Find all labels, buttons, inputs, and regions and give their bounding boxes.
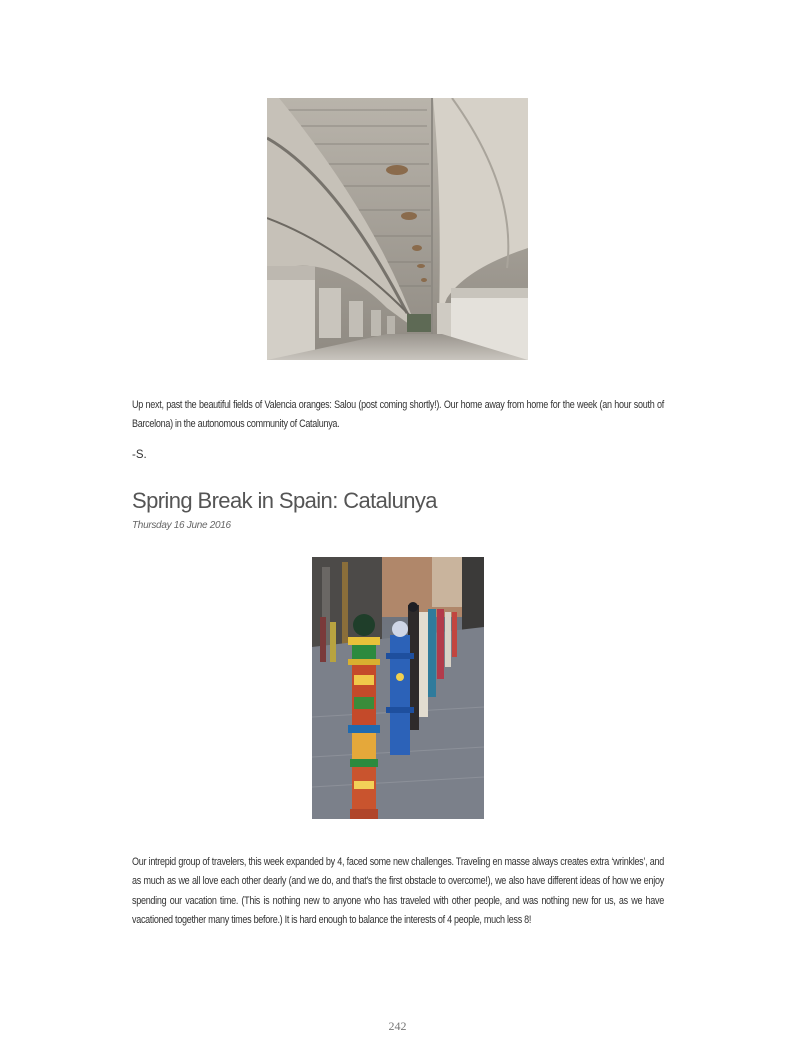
page-number: 242 <box>388 1019 407 1033</box>
signoff: -S. <box>132 449 147 461</box>
previous-post-paragraph: Up next, past the beautiful fields of Valencia oranges: Salou (post coming shortly!). Our home away from home for the week (an hour south of Barcelona) in the autonomous community of Catalunya. <box>132 399 664 431</box>
post-date: Thursday 16 June 2016 <box>132 520 231 531</box>
post-paragraph: Our intrepid group of travelers, this week expanded by 4, faced some new challenges. Traveling en masse always creates extra ‘wrinkles’, and as much as we all love each other dearly (and we do, and that’s the first obstacle to overcome!), we also have different ideas of how we enjoy spending our vacation time. (This is nothing new to anyone who has traveled with other people, and was nothing new for us, as we have vacationed together many times before.) It is hard enough to balance the interests of 4 people, much less 8! <box>132 856 664 927</box>
bollards-photo <box>312 557 484 819</box>
bridge-underside-photo <box>267 98 528 360</box>
bollards-illustration <box>312 557 484 819</box>
bridge-illustration <box>267 98 528 360</box>
post-title[interactable]: Spring Break in Spain: Catalunya <box>132 488 437 513</box>
